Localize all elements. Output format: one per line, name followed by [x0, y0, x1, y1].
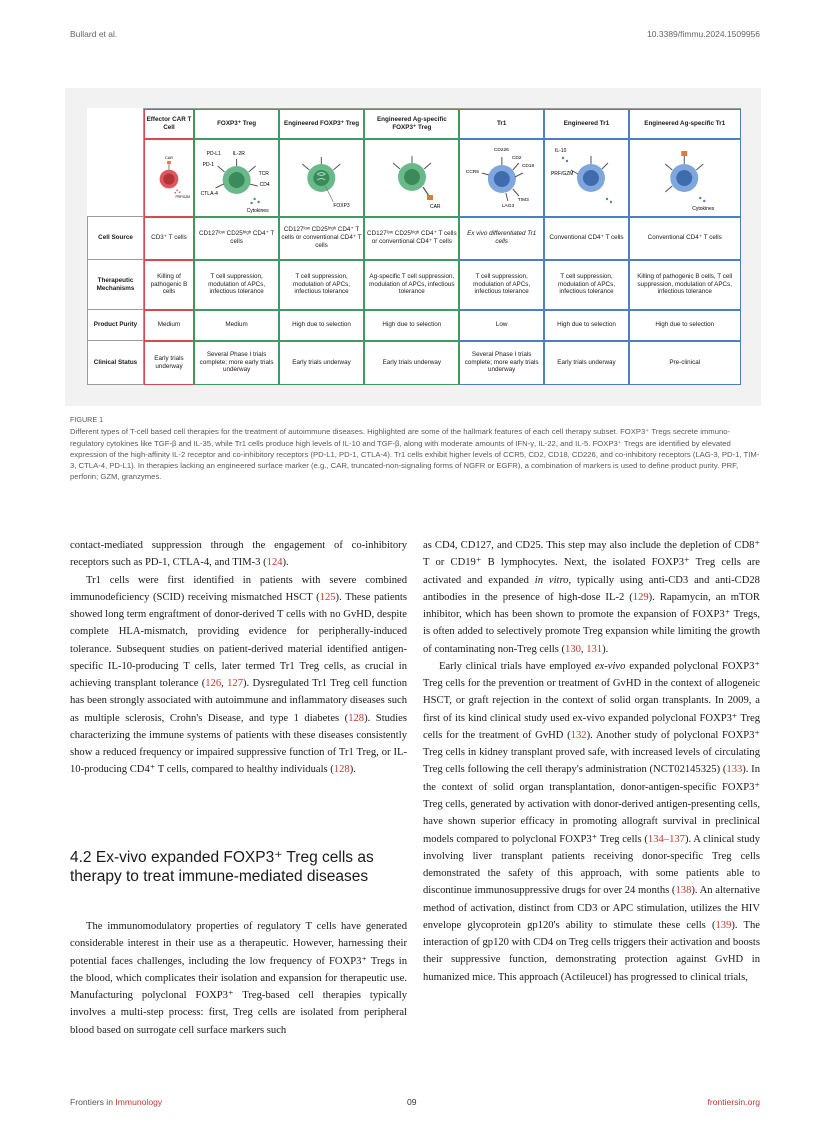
- label-tim3: TIM3: [517, 198, 529, 203]
- section-heading: 4.2 Ex-vivo expanded FOXP3⁺ Treg cells as therapy to treat immune-mediated diseases: [70, 849, 374, 886]
- text-run: as CD4, CD127, and CD25. This step may also include the depletion of CD8⁺ T or CD19⁺ B lymphocytes. Next, the isolated FOXP3⁺ Treg cells are activated and expanded: [423, 540, 760, 586]
- text-run: ).: [602, 643, 609, 655]
- table-cell: High due to selection: [629, 310, 741, 341]
- citation-link[interactable]: 124: [266, 557, 283, 569]
- row-clinical-status: [88, 341, 741, 385]
- text-run: ,: [580, 643, 587, 655]
- text-run: ).: [349, 764, 356, 776]
- figure-caption: [70, 415, 760, 482]
- journal-name: [70, 1097, 162, 1107]
- page-number: 09: [407, 1097, 417, 1107]
- row-purity: [88, 310, 741, 341]
- eng-foxp3-treg-illustration: [279, 139, 364, 216]
- table-cell: CD127ˡᵒʷ CD25ʰⁱᵍʰ CD4⁺ T cells: [194, 217, 278, 260]
- eng-ag-tr1-illustration: [629, 139, 740, 216]
- label-prf-gzm: PRF/GZM: [175, 194, 191, 199]
- table-cell: Killing of pathogenic B cells, T cell suppression, modulation of APCs, infectious tolerance: [629, 260, 741, 310]
- table-cell: T cell suppression, modulation of APCs, infectious tolerance: [194, 260, 278, 310]
- doi-link[interactable]: 10.3389/fimmu.2024.1509956: [647, 29, 760, 39]
- text-run: ). Another study of polyclonal FOXP3⁺ Treg cells in kidney transplant proved safe, with increased levels of circulating Treg cells following the cell therapy's administration (NCT02145325) (: [423, 729, 760, 776]
- text-run: ). A clinical study involving liver transplant patients receiving donor-specific Treg cells demonstrated the safety of this approach, with some patients able to discontinue immunosuppressive drugs for over 24 months (: [423, 833, 760, 897]
- table-cell: Medium: [144, 310, 195, 341]
- citation-link[interactable]: 127: [227, 678, 243, 690]
- label-il10: IL-10: [554, 148, 566, 154]
- citation-link[interactable]: 129: [632, 591, 649, 603]
- table-cell: High due to selection: [364, 310, 459, 341]
- text-run: ). Rapamycin, an mTOR inhibitor, which has been shown to promote the expansion of FOXP3⁺ Tregs, is often added to selectively promote Treg expansion while limiting the growth of contaminating non-Treg cells (: [423, 591, 760, 655]
- label-lag3: LAG3: [501, 204, 514, 209]
- table-cell: Killing of pathogenic B cells: [144, 260, 195, 310]
- journal-prefix: Frontiers in: [70, 1097, 116, 1107]
- label-cytokines: Cytokines: [246, 208, 269, 214]
- row-mechanisms: [88, 260, 741, 310]
- citation-link[interactable]: 134–137: [647, 833, 685, 845]
- text-run: The immunomodulatory properties of regulatory T cells have generated considerable interest in their use as a therapeutic. However, harnessing their potential faces challenges, including the low frequency of FOXP3⁺ Tregs in the blood, which complicates their isolation and expansion for therapeutic use. Manufacturing polyclonal FOXP3⁺ Treg-based cell therapies typically involves a multi-step process: first, Treg cells are isolated from peripheral blood based on surrogate cell surface markers such: [70, 921, 407, 1036]
- figure-caption-text: Different types of T-cell based cell therapies for the treatment of autoimmune diseases. Highlighted are some of the hallmark features of each cell therapy subset. FOXP3⁺ Tregs secrete immuno-regulatory cytokines like TGF-β and IL-35, while Tr1 cells produce high levels of IL-10 and TGF-β, along with moderate amounts of IFN-γ, IL-22, and IL-5. FOXP3⁺ Tregs are identified by elevated expression of the high-affinity IL-2 receptor and co-inhibitory receptors (PD-L1, PD-1, CTLA-4). Tr1 cells exhibit higher levels of CCR5, CD2, CD18, CD226, and co-inhibitory receptors (LAG-3, PD-1, TIM-3, CTLA-4, PD-L1). In therapies lacking an engineered surface marker (e.g., CAR, truncated-non-signaling forms of NGFR or EGFR), a combination of markers is used to define product purity. PRF, perforin; GZM, granzymes.: [70, 427, 760, 482]
- foxp3-treg-illustration: [195, 139, 278, 216]
- text-run: ,: [221, 678, 228, 690]
- tr1-cell-illustration: [460, 139, 544, 216]
- label-cd226: CD226: [493, 148, 509, 153]
- col-head-eng-ag-foxp3-treg: Engineered Ag-specific FOXP3⁺ Treg: [364, 109, 459, 139]
- text-run: expanded polyclonal FOXP3⁺ Treg cells for the prevention or treatment of GvHD in the context of allogeneic HSCT, or graft rejection in the context of solid organ transplants. In 2009, a first of its kind clinical study used ex-vivo expanded polyclonal FOXP3⁺ Treg cells for the treatment of GvHD (: [423, 660, 760, 741]
- label-car: CAR: [165, 156, 173, 161]
- table-cell: CD127ˡᵒʷ CD25ʰⁱᵍʰ CD4⁺ T cells or conventional CD4⁺ T cells: [279, 217, 365, 260]
- label-cd18: CD18: [521, 164, 534, 169]
- col-head-eng-foxp3-treg: Engineered FOXP3⁺ Treg: [279, 109, 365, 139]
- figure-label: FIGURE 1: [70, 415, 104, 424]
- text-run: , typically using anti-CD3 and anti-CD28 antibodies in the presence of high-dose IL-2 (: [423, 574, 760, 603]
- table-cell: High due to selection: [279, 310, 365, 341]
- table-cell: Low: [459, 310, 544, 341]
- publisher-link[interactable]: frontiersin.org: [707, 1097, 760, 1107]
- label-car-ag: CAR: [429, 204, 441, 210]
- col-head-tr1: Tr1: [459, 109, 544, 139]
- citation-link[interactable]: 126: [205, 678, 222, 690]
- label-pd1: PD-1: [202, 162, 215, 168]
- left-column-continued: [70, 918, 407, 1039]
- citation-link[interactable]: 138: [675, 885, 692, 897]
- label-foxp3: FOXP3: [333, 203, 350, 209]
- table-cell: Conventional CD4⁺ T cells: [629, 217, 741, 260]
- eng-ag-foxp3-treg-illustration: [365, 139, 459, 216]
- table-cell: T cell suppression, modulation of APCs, infectious tolerance: [459, 260, 544, 310]
- table-cell: Early trials underway: [544, 341, 629, 385]
- table-cell: Early trials underway: [144, 341, 195, 385]
- label-cd4: CD4: [259, 182, 270, 188]
- table-cell: Several Phase I trials complete; more early trials underway: [459, 341, 544, 385]
- label-ccr5: CCR5: [465, 170, 479, 175]
- text-run: ). Studies characterizing the immune systems of patients with these diseases consistently show a reduced frequency or impaired suppressive function of Tr1 Treg, or IL-10-producing CD4⁺ T cells, compared to healthy individuals (: [70, 712, 407, 776]
- figure-header-row: [88, 109, 741, 139]
- col-head-car-t: Effector CAR T Cell: [144, 109, 195, 139]
- paragraph: [423, 537, 760, 658]
- text-run: ). In the context of solid organ transplantation, donor-antigen-specific FOXP3⁺ Treg cells, generated by activation with donor-derived antigen-presenting cells, have shown superior efficacy in promoting allograft survival in preclinical models compared to polyclonal FOXP3⁺ Treg cells (: [423, 764, 761, 845]
- row-label: Product Purity: [88, 310, 144, 341]
- text-run: ). An alternative method of activation, distinct from CD3 or APC stimulation, utilizes the HIV envelope glycoprotein gp120's ability to stimulate these cells (: [423, 885, 760, 931]
- row-label: Therapeutic Mechanisms: [88, 260, 144, 310]
- col-head-foxp3-treg: FOXP3⁺ Treg: [194, 109, 278, 139]
- journal-brand[interactable]: Immunology: [115, 1097, 163, 1107]
- table-cell: Several Phase I trials complete; more early trials underway: [194, 341, 278, 385]
- paragraph: [423, 658, 760, 986]
- row-label: Cell Source: [88, 217, 144, 260]
- table-cell: Ag-specific T cell suppression, modulation of APCs, infectious tolerance: [364, 260, 459, 310]
- citation-link[interactable]: 128: [333, 764, 350, 776]
- citation-link[interactable]: 139: [715, 919, 732, 931]
- citation-link[interactable]: 125: [319, 591, 336, 603]
- paragraph: [70, 918, 407, 1039]
- table-cell: Conventional CD4⁺ T cells: [544, 217, 629, 260]
- figure-illustration-row: [88, 139, 741, 217]
- table-cell: CD3⁺ T cells: [144, 217, 195, 260]
- text-run: ). Dysregulated Tr1 Treg cell function has been strongly associated with autoimmune and inflammatory diseases such as multiple sclerosis, Crohn's Disease, and type 1 diabetes (: [70, 678, 407, 724]
- table-cell: Early trials underway: [364, 341, 459, 385]
- label-pdl1: PD-L1: [206, 151, 221, 157]
- label-cytokines-tr1: Cytokines: [692, 206, 715, 212]
- table-cell: T cell suppression, modulation of APCs, infectious tolerance: [544, 260, 629, 310]
- running-author: Bullard et al.: [70, 29, 118, 39]
- label-prf-gzm-tr1: PRF/GZM: [550, 171, 573, 177]
- table-cell: Medium: [194, 310, 278, 341]
- paragraph: [70, 572, 407, 779]
- text-run: Early clinical trials have employed: [439, 660, 595, 672]
- table-cell: Ex vivo differentiated Tr1 cells: [459, 217, 544, 260]
- paragraph: [70, 537, 407, 572]
- car-t-cell-illustration: [144, 139, 194, 216]
- text-run: ). These patients showed long term engraftment of donor-derived T cells with no GvHD, despite complete HLA-mismatch, providing evidence for peripherally-induced tolerance. Subsequent studies on patient-derived material identified antigen-specific IL-10-producing T cells, later termed Tr1 Treg cells, as crucial in achieving transplant tolerance (: [70, 591, 407, 690]
- citation-link[interactable]: 130: [565, 643, 581, 655]
- table-cell: Pre-clinical: [629, 341, 741, 385]
- row-label: Clinical Status: [88, 341, 144, 385]
- row-cell-source: [88, 217, 741, 260]
- table-cell: CD127ˡᵒʷ CD25ʰⁱᵍʰ CD4⁺ T cells or conventional CD4⁺ T cells: [364, 217, 459, 260]
- table-cell: High due to selection: [544, 310, 629, 341]
- text-run: contact-mediated suppression through the engagement of co-inhibitory receptors such as PD-1, CTLA-4, and TIM-3 (: [70, 540, 407, 569]
- citation-link[interactable]: 133: [726, 764, 743, 776]
- citation-link[interactable]: 132: [570, 729, 587, 741]
- text-run: ).: [282, 557, 289, 569]
- eng-tr1-illustration: [545, 139, 629, 216]
- italic-text: ex-vivo: [594, 660, 626, 672]
- col-head-eng-ag-tr1: Engineered Ag-specific Tr1: [629, 109, 741, 139]
- label-ctla4: CTLA-4: [200, 191, 218, 197]
- figure-table: [87, 108, 741, 385]
- table-cell: Early trials underway: [279, 341, 365, 385]
- col-head-eng-tr1: Engineered Tr1: [544, 109, 629, 139]
- label-il2r: IL-2R: [232, 151, 245, 157]
- left-column: [70, 537, 407, 779]
- label-tcr: TCR: [258, 171, 269, 177]
- text-run: Tr1 cells were first identified in patients with severe combined immunodeficiency (SCID) receiving mismatched HSCT (: [70, 574, 407, 603]
- right-column: [423, 537, 760, 986]
- label-cd2: CD2: [511, 156, 522, 161]
- text-run: ). The interaction of gp120 with CD4 on Treg cells triggers their activation and boosts their suppressive function, demonstrating protection against GvHD in humanized mice. This approach (Actileucel) has progressed to clinical trials,: [423, 919, 760, 983]
- table-cell: T cell suppression, modulation of APCs, infectious tolerance: [279, 260, 365, 310]
- citation-link[interactable]: 128: [348, 712, 365, 724]
- italic-text: in vitro: [534, 574, 569, 586]
- citation-link[interactable]: 131: [586, 643, 603, 655]
